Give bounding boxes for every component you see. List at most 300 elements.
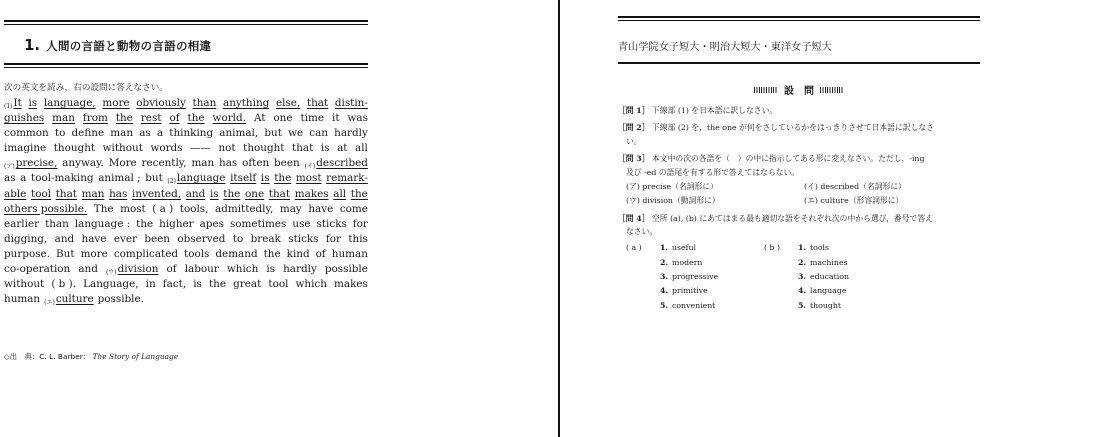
passage-word [355,141,368,156]
word-text: for [325,232,341,245]
word-text: can [309,127,328,140]
passage-word [321,141,330,156]
passage-line [4,232,368,247]
word-text: may [279,202,302,215]
passage-word [145,171,163,186]
word-text: been [144,232,170,245]
passage-word [288,126,303,141]
passage-word [20,171,26,186]
option-word: convenient [672,300,716,310]
option-item [798,256,849,270]
passage-word [353,217,368,232]
word-text: that [306,97,329,109]
word-text: sticks [288,232,319,245]
underline-marker: (エ) [44,299,55,307]
passage-word [152,202,173,217]
passage-word [210,187,219,202]
top-rule-thin [4,24,368,25]
options-b-tag: ( b ) [764,243,781,253]
passage-word [200,217,224,232]
word-text: higher [159,217,194,230]
passage-word [109,187,127,202]
hatch-ornament-left [754,87,778,93]
word-text: possible [324,263,368,276]
question-3 [618,152,980,166]
passage-word [209,277,226,292]
top-rule [4,20,368,22]
passage-line [4,156,368,171]
passage-word [296,171,322,186]
questions-heading [618,82,980,97]
word-text: we [288,127,304,140]
word-text: all [355,142,368,155]
word-text: described [316,157,368,170]
underline-marker: (2) [167,178,176,186]
option-word: tools [810,243,830,253]
word-text: as [139,127,151,140]
question-text: 本文中の次の各語を（ ）の中に指示してある形に変えなさい。ただし，-ing [652,154,925,164]
options-a [618,241,764,313]
word-text: itself [230,172,257,185]
passage-word [326,171,368,186]
passage-word [4,187,26,202]
passage-word [4,232,47,247]
word-text: labour [184,263,219,276]
passage-word [188,111,205,126]
passage-word [78,262,98,277]
passage-word [169,126,213,141]
word-text: ever [113,232,137,245]
passage-word [283,262,317,277]
source-citation [4,351,178,362]
options-b [764,241,849,313]
question-4-continued: なさい。 [626,227,658,237]
section-heading [24,36,211,54]
word-text: purpose. [4,247,51,260]
passage-word [317,217,347,232]
word-text: tools, [179,202,209,215]
heading-rule-thin [4,67,368,68]
passage-word [169,111,179,126]
page-divider [558,0,560,437]
question-label: ［問 1］ [618,106,650,115]
question-text: 下線部 (1) を日本語に訳しなさい。 [652,106,778,115]
option-word: useful [672,243,697,253]
word-text: human [331,247,368,260]
word-text: distin- [334,97,368,109]
word-text: is [193,278,202,291]
word-text: obviously [136,97,186,109]
option-word: primitive [672,286,708,296]
word-text: digging, [4,232,48,245]
passage-word [184,247,209,262]
passage-word [230,217,286,232]
passage-word [185,262,219,277]
word-text: the [136,217,154,230]
underline-marker: (ウ) [105,269,117,277]
passage-word [44,292,94,307]
word-text: without [4,278,45,291]
option-number: 5. [660,300,669,310]
word-text: complicated [113,247,179,260]
word-text: sometimes [229,217,287,230]
list-item: (ウ) division（動詞形に） [626,195,720,205]
passage-word [4,156,57,171]
heading-rule [4,63,368,65]
passage-word [233,232,243,247]
word-text: been [274,157,300,170]
word-text: than [45,217,69,230]
underline-marker: (1) [4,103,13,110]
passage-word [288,232,318,247]
passage-word [4,202,87,217]
passage-word [333,187,346,202]
passage-word [245,187,264,202]
word-text: The [93,202,114,215]
passage-word [31,171,94,186]
word-text: in [145,278,156,291]
passage-word [292,141,313,156]
word-text: the [209,278,227,291]
left-page [4,0,368,437]
passage-word [325,262,368,277]
word-text: tool-making [31,172,94,185]
passage-word [159,217,193,232]
passage-word [157,126,163,141]
passage-word [307,96,328,111]
option-number: 2. [798,257,807,267]
word-text: But [56,247,75,260]
word-text: that [268,187,291,200]
passage-word [94,202,114,217]
passage-word [274,156,300,171]
word-text: than [192,97,217,109]
word-text: for [352,217,368,230]
word-text: define [71,127,105,140]
option-item [798,270,849,284]
passage-word [264,126,282,141]
word-text: animal ; [98,172,141,185]
word-text: was [347,112,368,125]
word-text: demand [215,247,258,260]
section-number: 1. [24,36,41,54]
passage-word [219,156,237,171]
passage-word [114,247,178,262]
word-text: tools [184,247,210,260]
word-text: imagine [4,142,47,155]
word-text: rest [140,112,162,125]
word-text: come [339,202,368,215]
word-text: anyway. [62,157,104,170]
passage-word [242,156,269,171]
passage-word [75,217,130,232]
passage-word [56,247,75,262]
passage-word [136,96,186,111]
word-text: but [145,172,163,185]
word-text: most [120,202,146,215]
list-item: (イ) described（名詞形に） [804,181,906,191]
word-text: earlier [4,217,40,230]
passage-word [31,187,51,202]
passage-line [4,217,368,232]
question-4-options [618,241,980,313]
option-item [660,284,718,298]
passage-word [82,232,107,247]
word-text: makes [334,278,368,291]
right-top-rule [618,16,980,18]
passage-word [193,96,217,111]
option-word: progressive [672,271,719,281]
word-text: a [20,172,27,185]
word-text: is [28,97,38,109]
word-text: apes [199,217,224,230]
word-text: of [315,247,326,260]
passage-line [4,247,368,262]
word-text: man [81,187,105,200]
word-text: remark- [326,172,368,185]
word-text: thought [53,142,96,155]
passage-word [215,247,257,262]
word-text: of [166,263,177,276]
university-names: 青山学院女子短大・明治大短大・東洋女子短大 [618,42,832,53]
passage-word [337,141,347,156]
passage-word [332,247,368,262]
question-label: ［問 2］ [618,122,650,132]
source-label: ◇出 典：C. L. Barber： [4,352,91,361]
word-text: all [333,187,347,200]
passage-line [4,111,368,126]
word-text: it [332,112,340,125]
passage-word [193,277,202,292]
word-text: tool [31,187,52,200]
word-text: that [292,142,314,155]
passage-word [316,247,326,262]
passage-word [4,111,44,126]
passage-word [4,262,70,277]
passage-word [4,247,50,262]
word-text: the [223,187,241,200]
word-text: use [292,217,311,230]
passage-word [103,141,143,156]
word-text: animal, [219,127,259,140]
passage-word [351,187,368,202]
passage-word [261,171,270,186]
passage-word [269,187,290,202]
passage-word [81,247,108,262]
passage-line [4,202,368,217]
right-page [618,0,980,437]
question-4 [618,212,980,226]
word-text: human [4,293,41,306]
passage-word [83,111,108,126]
passage-line [4,187,368,202]
passage-word [301,111,325,126]
word-text: is [209,187,219,200]
option-word: language [810,286,847,296]
passage-word [191,156,214,171]
list-item: (エ) culture（形容詞形に） [804,195,904,205]
word-text: the [187,112,205,125]
passage-word [98,292,144,307]
word-text: else, [275,97,301,109]
passage-word [218,141,235,156]
option-word: modern [672,257,703,267]
passage-word [51,277,76,292]
passage-line [4,277,368,292]
passage-word [276,96,300,111]
word-text: which [295,278,327,291]
word-text: at [337,142,348,155]
question-2 [618,121,980,135]
options-a-list [660,241,718,313]
word-text: most [295,172,322,185]
word-text: —— [190,142,211,155]
passage-word [44,96,96,111]
passage-line [4,171,368,186]
question-label: ［問 3］ [618,154,650,164]
passage-word [309,126,328,141]
passage-word [213,111,246,126]
word-text: one [245,187,265,200]
passage-word [106,262,158,277]
word-text: man [191,157,215,170]
word-text: common [4,127,49,140]
section-title: 人間の言語と動物の言語の相違 [46,39,212,53]
word-text: world. [212,112,246,125]
passage-word [72,126,105,141]
option-word: thought [810,300,842,310]
passage-word [146,277,156,292]
passage-word [141,111,162,126]
passage-word [215,202,273,217]
option-number: 2. [660,257,669,267]
passage-word [268,277,288,292]
option-number: 1. [798,243,807,253]
word-text: language : [74,217,131,230]
options-b-list [798,241,849,313]
word-text: anything [223,97,270,109]
passage-word [295,187,329,202]
passage-word [167,262,177,277]
word-text: sticks [316,217,347,230]
question-2-continued: い。 [626,136,642,146]
word-text: without [102,142,143,155]
questions-heading-text: 設 問 [784,86,814,97]
word-text: able [4,187,27,200]
passage-line [4,292,368,307]
word-text: kind [286,247,310,260]
passage-line [4,96,368,111]
passage-word [139,126,151,141]
passage-word [308,202,333,217]
passage-word [273,111,292,126]
word-text: has [219,157,238,170]
word-text: time [300,112,325,125]
word-text: words [150,142,183,155]
passage-word [190,141,211,156]
word-text: man [52,112,75,125]
word-text: of [169,112,180,125]
hatch-ornament-right [820,87,844,93]
word-text: thinking [169,127,214,140]
instruction-text: 次の英文を読み，右の設問に答えなさい。 [4,83,168,93]
word-text: and [78,263,98,276]
option-number: 3. [660,271,669,281]
right-heading-rule [618,62,980,64]
word-text: have [308,202,334,215]
word-text: break [250,232,281,245]
passage-word [254,111,266,126]
word-text: ( b ). [51,278,76,291]
list-item: (ア) precise（名詞形に） [626,181,718,191]
option-number: 4. [798,286,807,296]
passage-word [102,96,129,111]
passage-word [264,247,281,262]
word-text: culture [55,293,94,306]
passage-word [83,277,138,292]
passage-word [326,232,341,247]
passage-word [98,171,140,186]
word-text: that [55,187,77,200]
passage-word [4,292,40,307]
word-text: co-operation [4,263,71,276]
passage-word [348,232,368,247]
passage-word [251,232,281,247]
word-text: hardly [334,127,368,140]
word-text: but [264,127,282,140]
word-text: others possible. [4,202,88,215]
word-text: the [274,172,292,185]
options-a-tag: ( a ) [626,243,642,253]
passage-word [142,156,187,171]
passage-word [4,277,44,292]
questions [618,104,980,313]
passage-word [56,187,77,202]
word-text: division [117,263,159,276]
word-text: Language, [83,278,139,291]
passage-word [4,217,39,232]
question-label: ［問 4］ [618,213,650,223]
passage-word [227,262,258,277]
passage-word [52,111,75,126]
question-1 [618,104,980,118]
option-item [660,299,718,313]
english-passage [4,96,368,307]
passage-word [4,96,22,111]
question-3-items-row [618,180,980,194]
passage-word [186,187,206,202]
word-text: often [242,157,270,170]
word-text: and [54,232,75,245]
underline-marker: (ア) [4,163,15,171]
word-text: ( a ) [152,202,174,215]
option-word: machines [810,257,848,267]
passage-word [280,202,302,217]
passage-word [109,156,137,171]
word-text: hardly [283,263,317,276]
word-text: invented, [132,187,182,200]
passage-word [4,141,46,156]
word-text: is [260,172,270,185]
option-item [660,241,718,255]
word-text: and [185,187,206,200]
option-number: 5. [798,300,807,310]
word-text: great [233,278,262,291]
word-text: from [82,112,108,125]
word-text: At [253,112,266,125]
passage-word [136,217,153,232]
question-text: 下線部 (2) を，the one が何をさしているかをはっきりさせて日本語に訳しなさ [652,122,934,132]
